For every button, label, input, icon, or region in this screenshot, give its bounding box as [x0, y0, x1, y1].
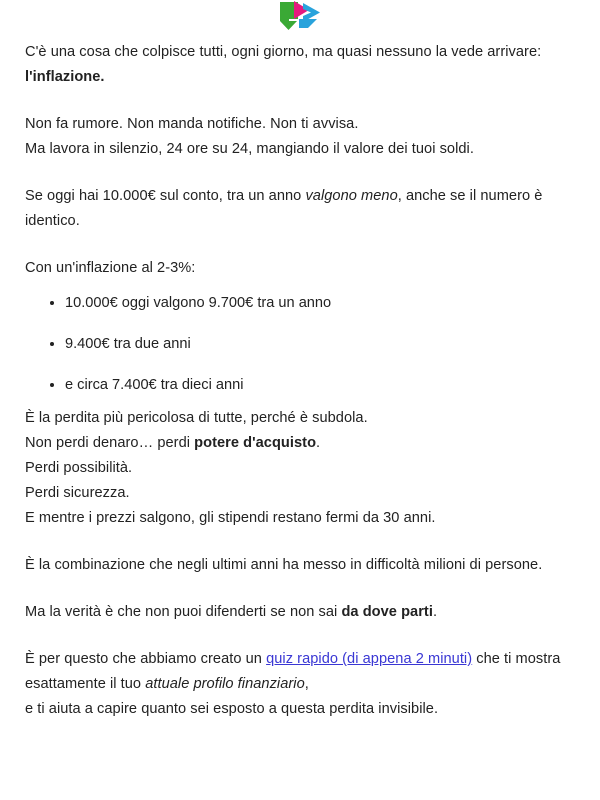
intro-text-1: C'è una cosa che colpisce tutti, ogni giorno, ma quasi nessuno la vede arrivare: — [25, 44, 542, 60]
loss-line-1: È la perdita più pericolosa di tutte, perché è subdola. — [25, 410, 368, 426]
list-item: • 10.000€ oggi valgono 9.700€ tra un anno — [65, 291, 575, 316]
loss-bold-potere-acquisto: potere d'acquisto — [194, 435, 317, 451]
truth-text-1: Ma la verità è che non puoi difenderti se non sai — [25, 604, 342, 620]
list-item: • 9.400€ tra due anni — [65, 332, 575, 357]
example-text-2: , anche se il numero è identico. — [25, 188, 543, 229]
intro-bold-inflazione: l'inflazione. — [25, 69, 105, 85]
example-italic-valgono-meno: valgono meno — [305, 188, 398, 204]
quiz-line-2: e ti aiuta a capire quanto sei esposto a questa perdita invisibile. — [25, 701, 439, 717]
paragraph-loss — [25, 406, 575, 531]
loss-line-3: Perdi possibilità. — [25, 460, 133, 476]
quiz-text-1: È per questo che abbiamo creato un — [25, 651, 267, 667]
paragraph-intro — [25, 40, 575, 90]
silent-line-2: Ma lavora in silenzio, 24 ore su 24, mangiando il valore dei tuoi soldi. — [25, 141, 474, 157]
paragraph-example — [25, 184, 575, 234]
logo-bar — [25, 0, 575, 40]
inflation-bullet-list — [25, 291, 575, 398]
example-text-1: Se oggi hai 10.000€ sul conto, tra un anno — [25, 188, 306, 204]
truth-bold-da-dove-parti: da dove parti — [341, 604, 433, 620]
loss-line-2-part-2: . — [316, 435, 321, 451]
loss-line-4: Perdi sicurezza. — [25, 485, 130, 501]
paragraph-quiz-cta — [25, 647, 575, 722]
quiz-text-3: , — [304, 676, 309, 692]
list-item: • e circa 7.400€ tra dieci anni — [65, 373, 575, 398]
truth-text-2: . — [432, 604, 438, 620]
silent-line-1: Non fa rumore. Non manda notifiche. Non ti avvisa. — [25, 116, 359, 132]
quiz-link[interactable]: quiz rapido (di appena 2 minuti) — [266, 651, 473, 667]
paragraph-inflation-rate — [25, 256, 575, 281]
combination-text: È la combinazione che negli ultimi anni ha messo in difficoltà milioni di persone. — [25, 557, 543, 573]
paragraph-silent — [25, 112, 575, 162]
paragraph-combination — [25, 553, 575, 578]
quiz-text-2: che ti mostra esattamente il tuo — [25, 651, 561, 692]
brand-logo — [277, 0, 323, 38]
quiz-italic-profilo: attuale profilo finanziario — [145, 676, 305, 692]
inflation-rate-text: Con un'inflazione al 2-3%: — [25, 260, 196, 276]
paragraph-truth — [25, 600, 575, 625]
loss-line-5: E mentre i prezzi salgono, gli stipendi restano fermi da 30 anni. — [25, 510, 436, 526]
loss-line-2-part-1: Non perdi denaro… perdi — [25, 435, 195, 451]
